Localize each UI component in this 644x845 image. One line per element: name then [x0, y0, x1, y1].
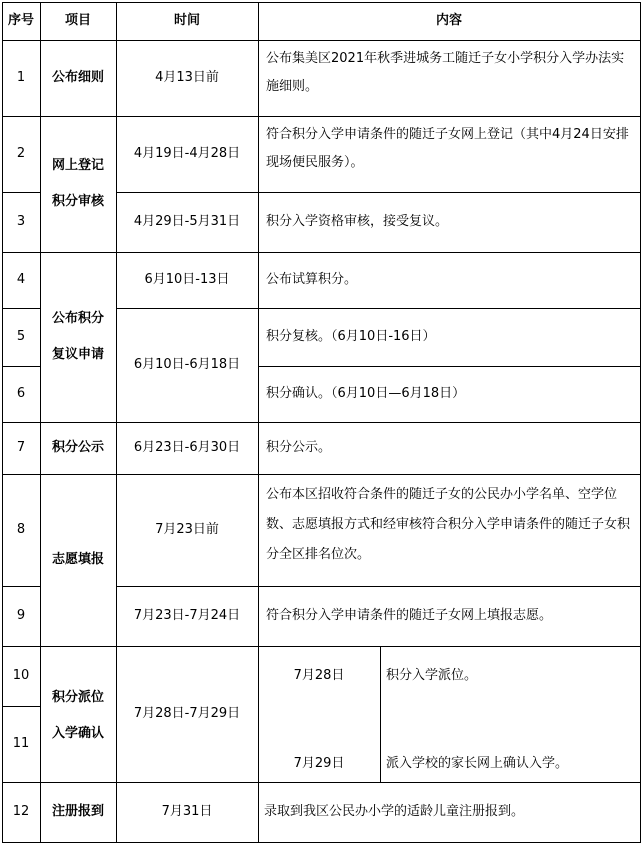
time-cell: 7月23日-7月24日: [133, 608, 241, 623]
time-cell: 7月31日: [161, 804, 213, 819]
row-divider: [2, 308, 40, 309]
item-label: [40, 680, 116, 752]
row-number: 8: [16, 522, 26, 537]
item-label-line: 入学确认: [51, 726, 104, 741]
row-number: 2: [16, 146, 26, 161]
row-number: 11: [12, 736, 30, 751]
row-divider: [116, 586, 640, 587]
content-cell: 积分入学派位。: [386, 668, 478, 683]
header-divider: [2, 40, 640, 41]
item-label: 积分公示: [51, 440, 104, 455]
content-cell: 积分入学资格审核，接受复议。: [266, 214, 449, 229]
item-label: [40, 148, 116, 220]
row-divider: [116, 192, 640, 193]
time-cell: 7月23日前: [155, 522, 219, 537]
row-number: 12: [12, 804, 30, 819]
time-cell: 6月10日-6月18日: [133, 357, 241, 372]
content-cell: 公布本区招收符合条件的随迁子女的公民办小学名单、空学位数、志愿填报方式和经审核符合积分入学申请条件的随迁子女积分全区排名位次。: [266, 487, 631, 562]
item-label-line: 积分审核: [51, 194, 104, 209]
col-divider: [258, 2, 259, 843]
row-divider: [258, 366, 640, 367]
row-number: 1: [16, 70, 26, 85]
content-cell: 积分复核。（6月10日-16日）: [266, 329, 436, 344]
content-cell: 派入学校的家长网上确认入学。: [386, 756, 569, 771]
header-time: 时间: [173, 13, 200, 28]
row-divider: [2, 706, 40, 707]
header-item: 项目: [64, 13, 91, 28]
item-label-line: 积分派位: [51, 690, 104, 705]
row-divider: [2, 474, 640, 475]
item-label: 注册报到: [51, 804, 104, 819]
sub-date-cell: 7月28日: [293, 668, 345, 683]
content-cell: 积分公示。: [266, 440, 332, 455]
time-cell: 4月13日前: [155, 70, 219, 85]
content-cell: 录取到我区公民办小学的适龄儿童注册报到。: [264, 804, 525, 819]
row-divider: [2, 782, 640, 783]
item-label: 公布细则: [51, 70, 104, 85]
row-divider: [2, 252, 640, 253]
time-cell: 4月19日-4月28日: [133, 146, 241, 161]
time-cell: 7月28日-7月29日: [133, 706, 241, 721]
header-no: 序号: [7, 13, 34, 28]
table-border-right: [640, 2, 641, 843]
sub-date-cell: 7月29日: [293, 756, 345, 771]
row-divider: [2, 586, 40, 587]
content-cell: 符合积分入学申请条件的随迁子女网上登记（其中4月24日安排现场便民服务）。: [266, 127, 629, 170]
row-number: 3: [16, 214, 26, 229]
content-cell: 符合积分入学申请条件的随迁子女网上填报志愿。: [266, 608, 553, 623]
table-border-bottom: [2, 842, 640, 843]
row-number: 10: [12, 668, 30, 683]
row-number: 5: [16, 329, 26, 344]
table-border-left: [2, 2, 3, 843]
row-divider: [2, 422, 640, 423]
table-border-top: [2, 2, 640, 3]
item-label-line: 公布积分: [51, 311, 104, 326]
row-divider: [2, 192, 40, 193]
content-cell: 积分确认。（6月10日—6月18日）: [266, 386, 466, 401]
row-divider: [2, 646, 640, 647]
row-divider: [116, 308, 640, 309]
item-label: [40, 301, 116, 373]
row-number: 6: [16, 386, 26, 401]
row-divider: [2, 366, 40, 367]
content-cell: 公布集美区2021年秋季进城务工随迁子女小学积分入学办法实施细则。: [266, 51, 625, 94]
row-number: 4: [16, 272, 26, 287]
header-content: 内容: [435, 13, 462, 28]
item-label-line: 复议申请: [51, 347, 104, 362]
time-cell: 6月10日-13日: [144, 272, 230, 287]
row-number: 9: [16, 608, 26, 623]
time-cell: 4月29日-5月31日: [133, 214, 241, 229]
time-cell: 6月23日-6月30日: [133, 440, 241, 455]
content-cell: 公布试算积分。: [266, 272, 358, 287]
sub-col-divider: [380, 646, 381, 782]
row-number: 7: [16, 440, 26, 455]
row-divider: [2, 116, 640, 117]
item-label: 志愿填报: [51, 552, 104, 567]
item-label-line: 网上登记: [51, 158, 104, 173]
